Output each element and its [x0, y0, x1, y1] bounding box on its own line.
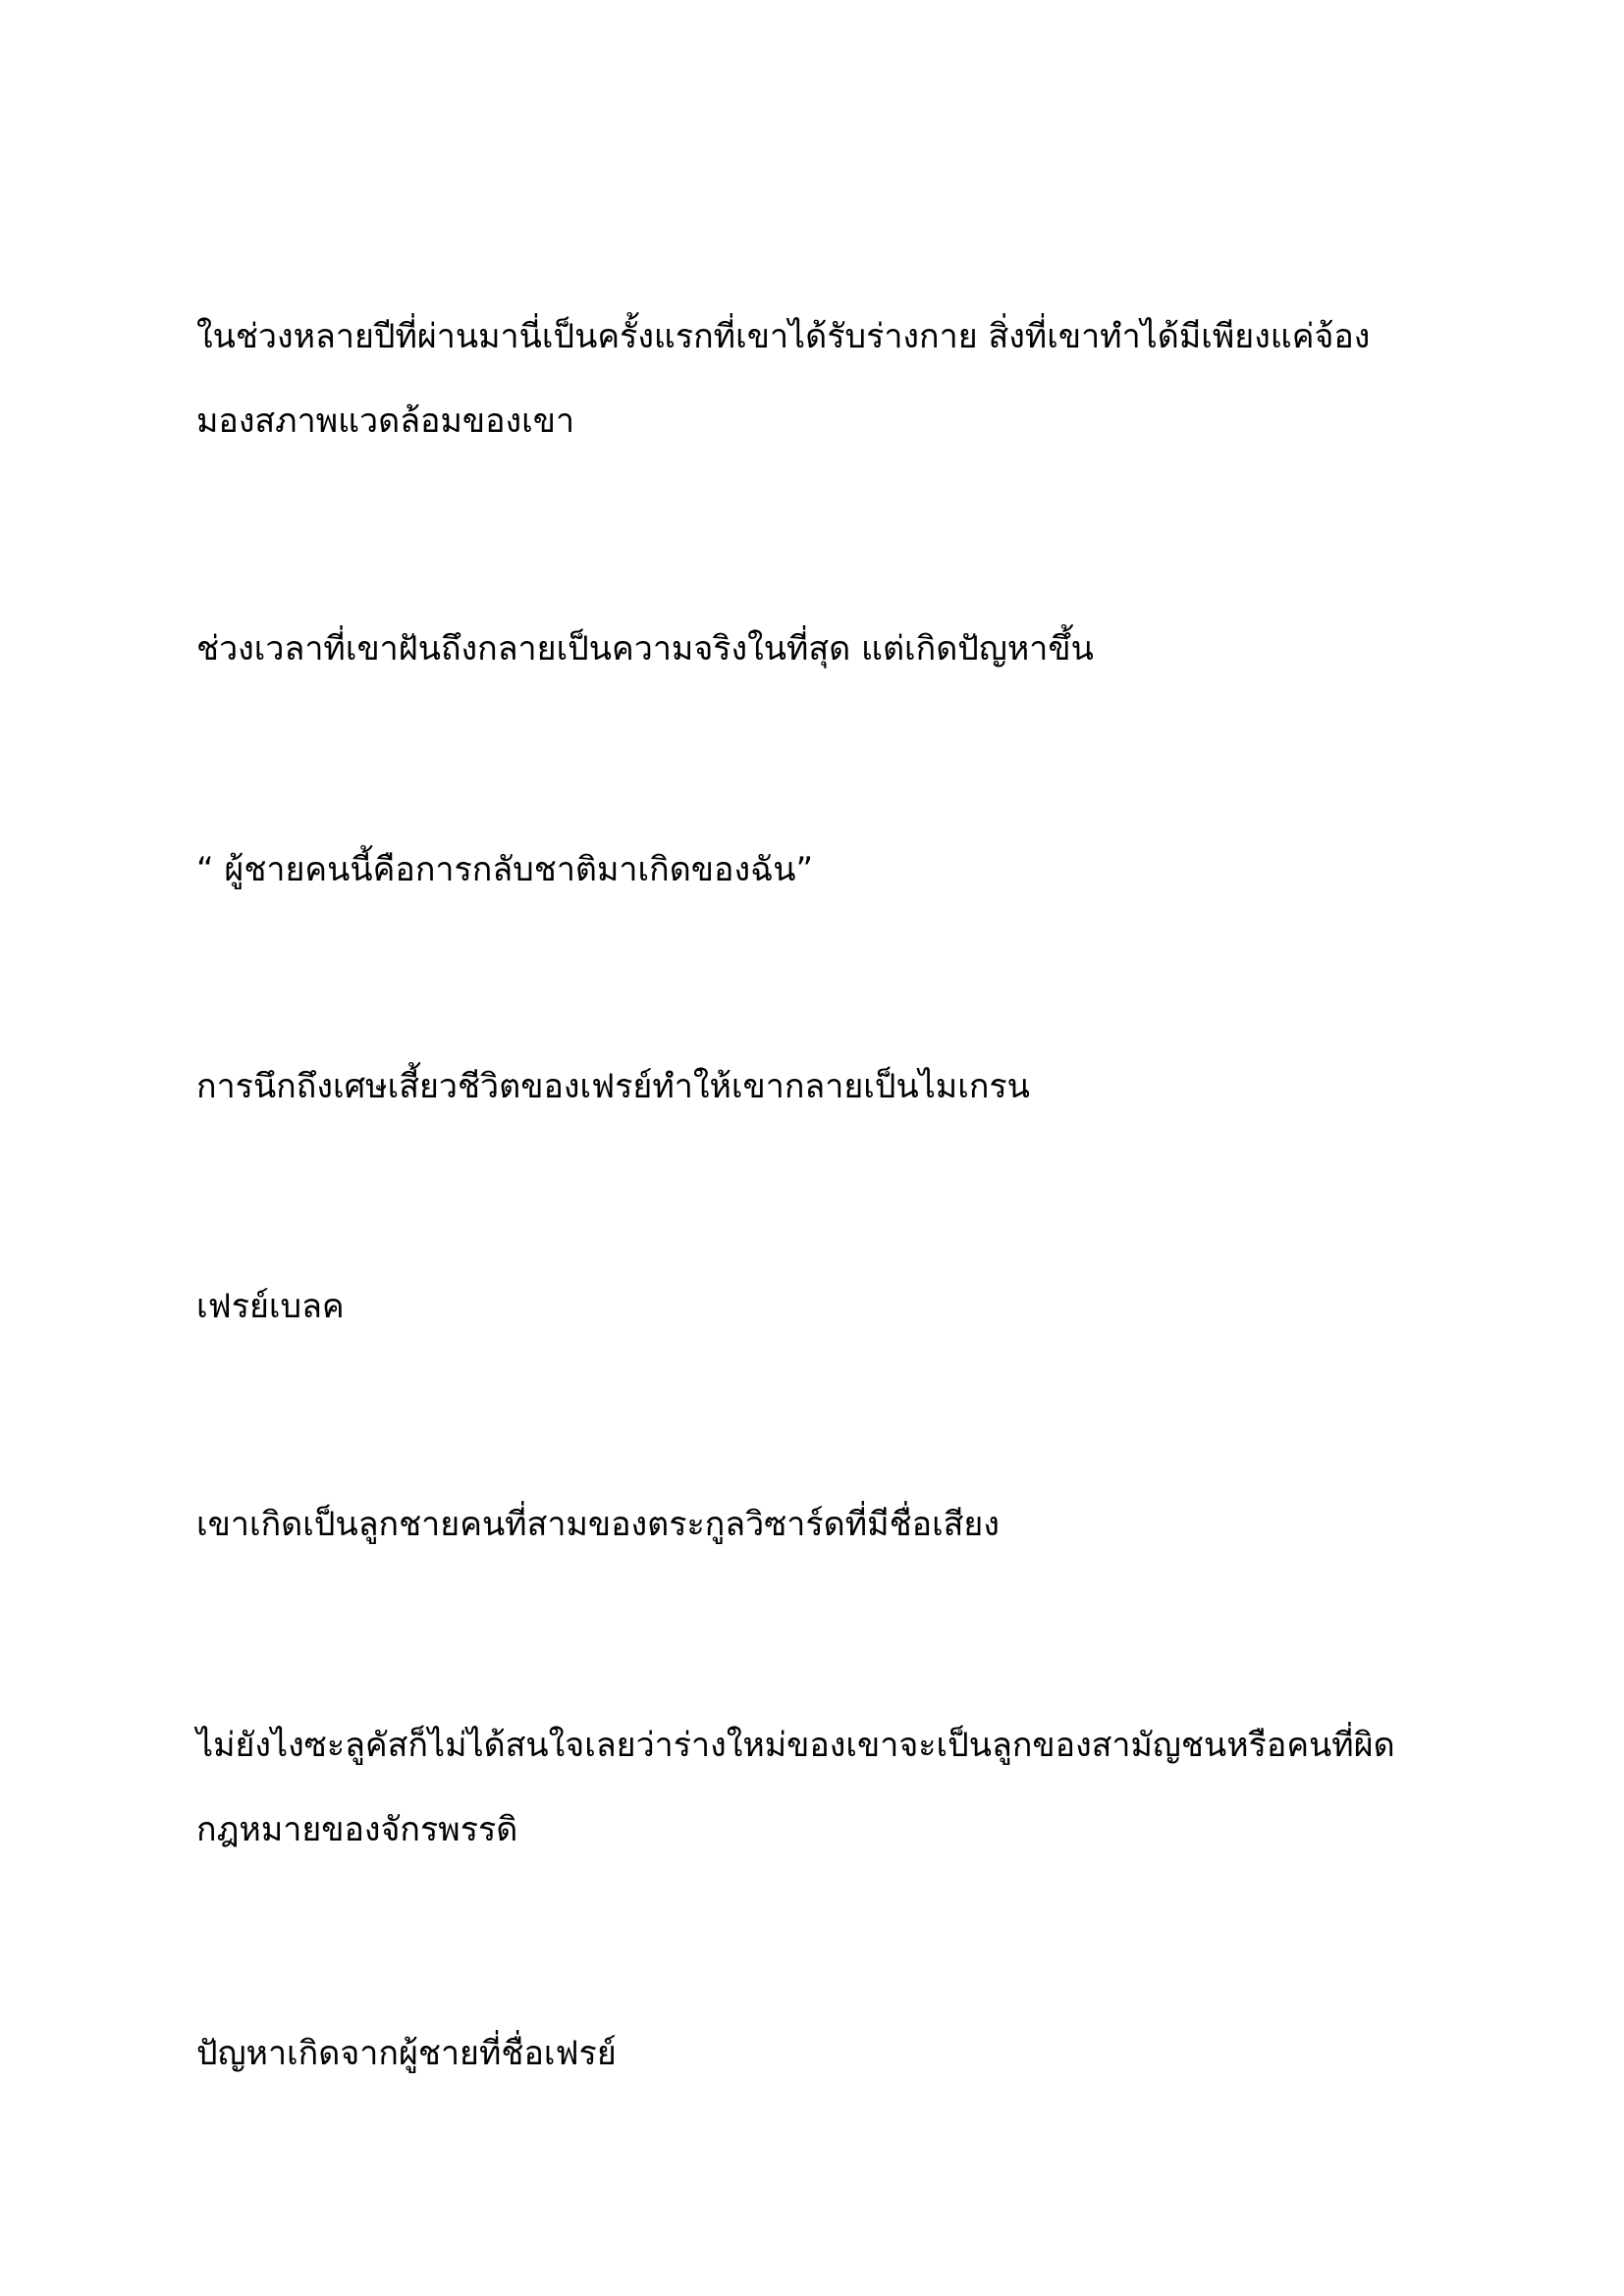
paragraph-7-line-2: กฎหมายของจักรพรรดิ	[196, 1810, 518, 1849]
paragraph-4-line-1: การนึกถึงเศษเสี้ยวชีวิตของเฟรย์ทำให้เขากลายเป็นไมเกรน	[196, 1067, 1030, 1106]
paragraph-4	[196, 1044, 1473, 1129]
paragraph-1	[196, 294, 1473, 463]
paragraph-8	[196, 2011, 1473, 2096]
paragraph-7	[196, 1703, 1473, 1872]
paragraph-3	[196, 828, 1473, 912]
paragraph-3-line-1: “ ผู้ชายคนนี้คือการกลับชาติมาเกิดของฉัน”	[196, 850, 814, 889]
paragraph-2	[196, 607, 1473, 691]
paragraph-7-line-1: ไม่ยังไงซะลูคัสก็ไม่ได้สนใจเลยว่าร่างใหม่ของเขาจะเป็นลูกของสามัญชนหรือคนที่ผิด	[196, 1726, 1395, 1765]
paragraph-6	[196, 1482, 1473, 1567]
paragraph-2-line-1: ช่วงเวลาที่เขาฝันถึงกลายเป็นความจริงในที่สุด แต่เกิดปัญหาขึ้น	[196, 629, 1094, 668]
paragraph-8-line-1: ปัญหาเกิดจากผู้ชายที่ชื่อเฟรย์	[196, 2034, 617, 2073]
paragraph-5	[196, 1264, 1473, 1349]
paragraph-5-line-1: เฟรย์เบลค	[196, 1287, 345, 1326]
paragraph-1-line-1: ในช่วงหลายปีที่ผ่านมานี่เป็นครั้งแรกที่เขาได้รับร่างกาย สิ่งที่เขาทำได้มีเพียงแค่จ้อง	[196, 317, 1371, 356]
paragraph-6-line-1: เขาเกิดเป็นลูกชายคนที่สามของตระกูลวิซาร์ดที่มีชื่อเสียง	[196, 1505, 1000, 1544]
paragraph-1-line-2: มองสภาพแวดล้อมของเขา	[196, 401, 575, 441]
